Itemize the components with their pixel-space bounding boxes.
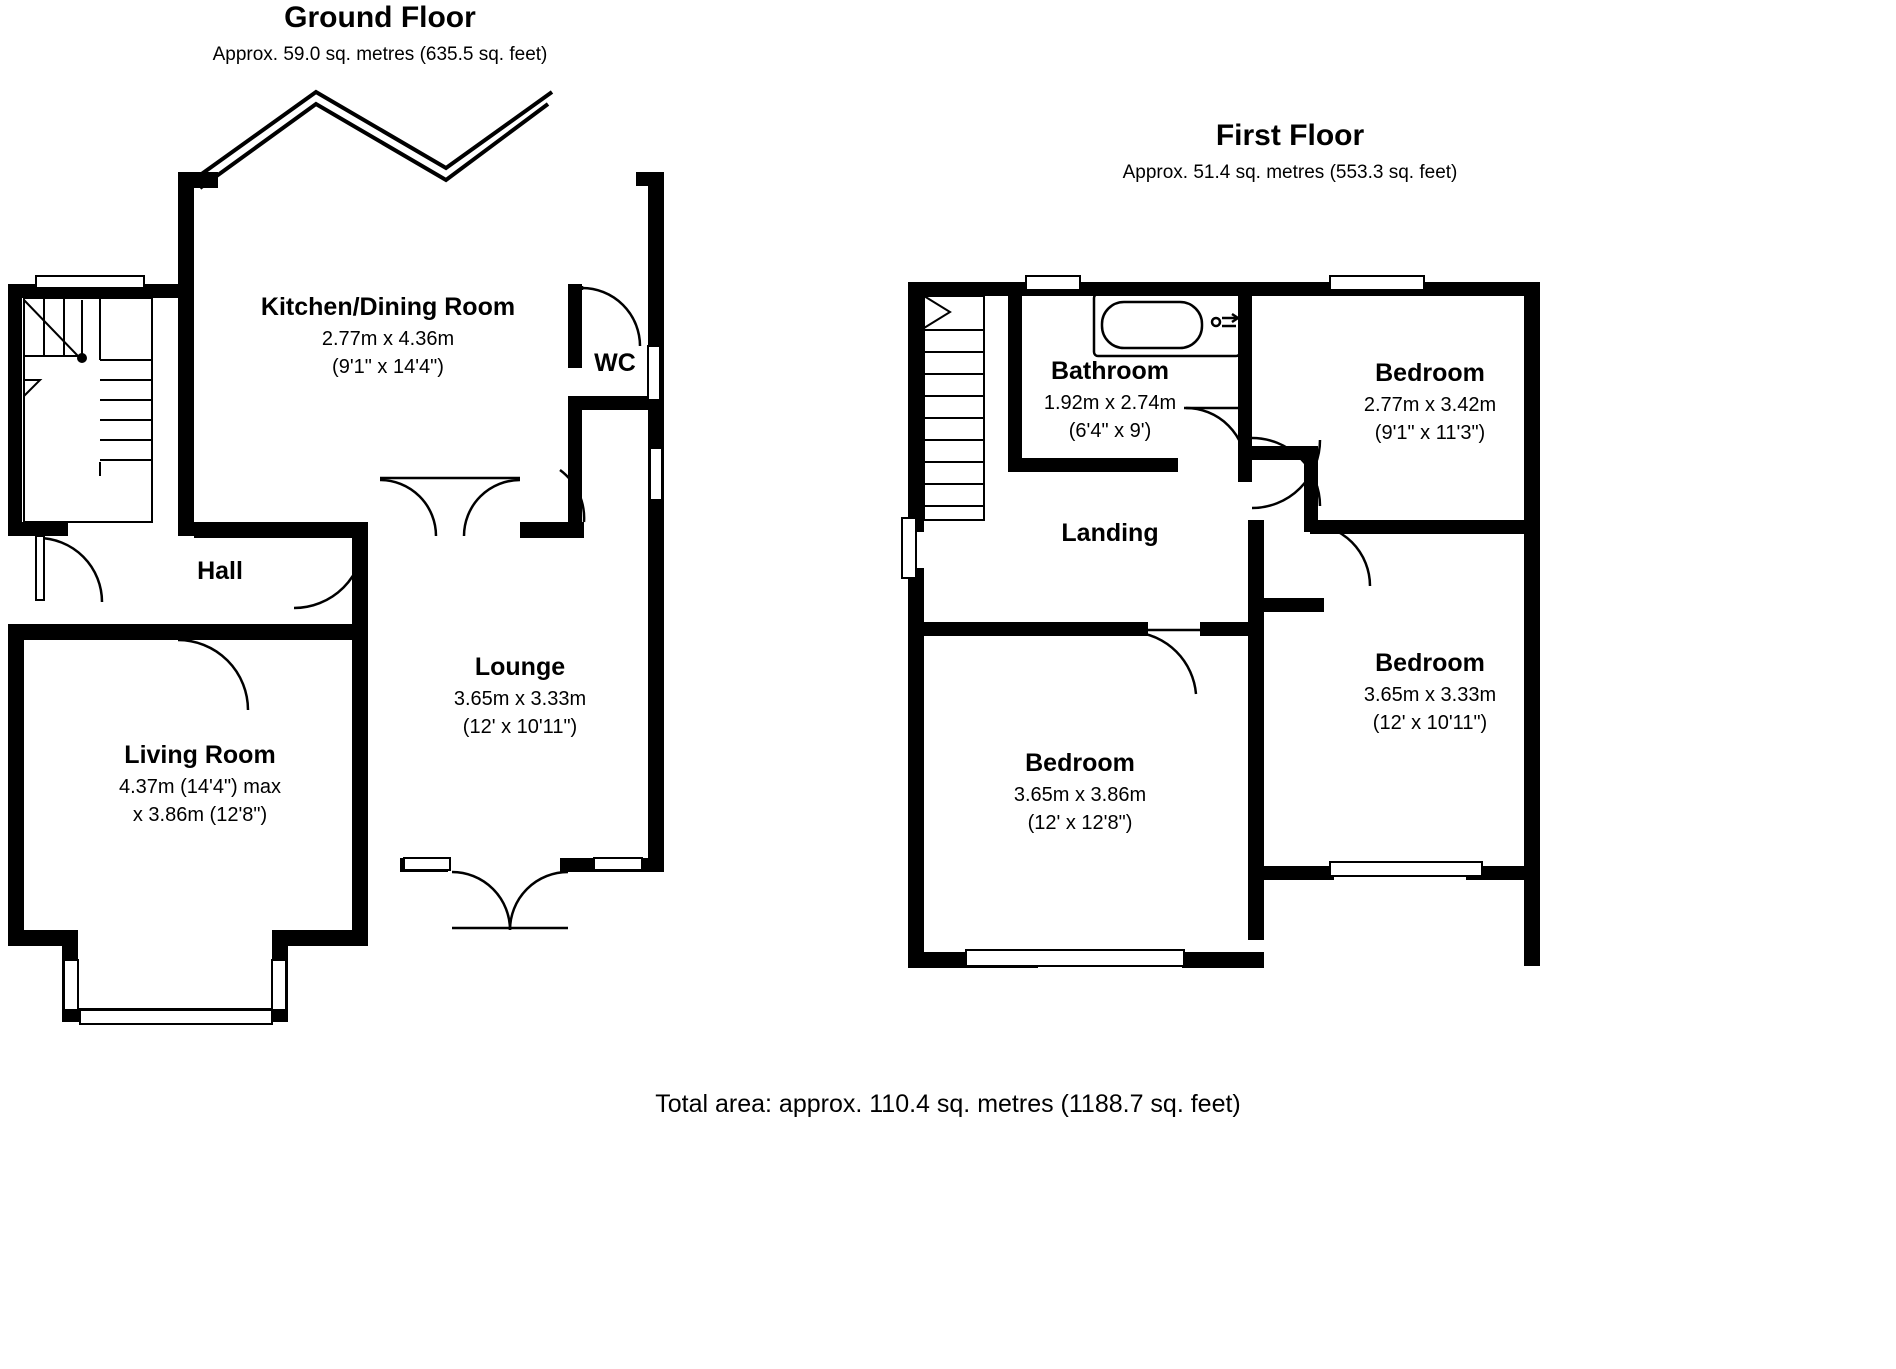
room-name: Bedroom	[1375, 359, 1485, 387]
room-name: Kitchen/Dining Room	[260, 293, 516, 321]
ground-floor-title	[0, 0, 760, 66]
room-dims-metric: 3.65m x 3.86m	[1013, 783, 1147, 806]
room-dims-metric: 3.65m x 3.33m	[1363, 683, 1497, 706]
first-floor-area-text: Approx. 51.4 sq. metres (553.3 sq. feet)	[1122, 161, 1458, 183]
ground-floor-windows	[36, 276, 662, 1024]
ground-floor-area-text: Approx. 59.0 sq. metres (635.5 sq. feet)	[212, 43, 548, 65]
bathtub	[1094, 294, 1240, 356]
ground-floor-title-text: Ground Floor	[284, 1, 476, 34]
room-dims-imperial: (12' x 12'8")	[1027, 811, 1133, 834]
first-floor-title-text: First Floor	[1215, 119, 1365, 152]
roof-outline	[196, 92, 552, 188]
room-dims-metric: 2.77m x 3.42m	[1363, 393, 1497, 416]
room-dims-imperial: (6'4" x 9')	[1068, 419, 1152, 442]
room-label-living-room	[60, 740, 340, 827]
room-dims-metric: 3.65m x 3.33m	[453, 687, 587, 710]
room-label-landing	[1000, 518, 1220, 549]
room-label-hall	[120, 556, 320, 587]
ground-floor-doors	[36, 286, 640, 930]
room-dims-imperial: (9'1" x 11'3")	[1374, 421, 1486, 444]
room-dims-imperial: (12' x 10'11")	[462, 715, 578, 738]
room-dims-imperial: x 3.86m (12'8")	[132, 803, 268, 826]
first-floor-staircase	[924, 296, 984, 520]
room-label-lounge	[400, 652, 640, 739]
room-name: WC	[594, 349, 636, 377]
ground-floor-plan	[8, 92, 664, 1024]
room-label-bedroom-3	[950, 748, 1210, 835]
room-dims-metric: 4.37m (14'4") max	[118, 775, 282, 798]
room-label-bathroom	[990, 356, 1230, 443]
room-name: Bedroom	[1025, 749, 1135, 777]
room-name: Lounge	[474, 653, 566, 681]
room-name: Hall	[197, 557, 243, 585]
room-name: Landing	[1061, 519, 1159, 547]
room-name: Living Room	[124, 741, 276, 769]
first-floor-title	[960, 118, 1620, 184]
total-area-text: Total area: approx. 110.4 sq. metres (1188.7 sq. feet)	[655, 1090, 1241, 1118]
room-label-kitchen-dining	[246, 292, 530, 379]
room-label-bedroom-1	[1300, 358, 1560, 445]
room-name: Bathroom	[1050, 357, 1170, 385]
room-dims-metric: 2.77m x 4.36m	[321, 327, 455, 350]
ground-floor-staircase	[24, 298, 152, 522]
room-name: Bedroom	[1375, 649, 1485, 677]
room-dims-imperial: (9'1" x 14'4")	[332, 355, 444, 378]
room-dims-imperial: (12' x 10'11")	[1372, 711, 1488, 734]
room-label-wc	[560, 348, 670, 379]
room-dims-metric: 1.92m x 2.74m	[1043, 391, 1177, 414]
room-label-bedroom-2	[1300, 648, 1560, 735]
